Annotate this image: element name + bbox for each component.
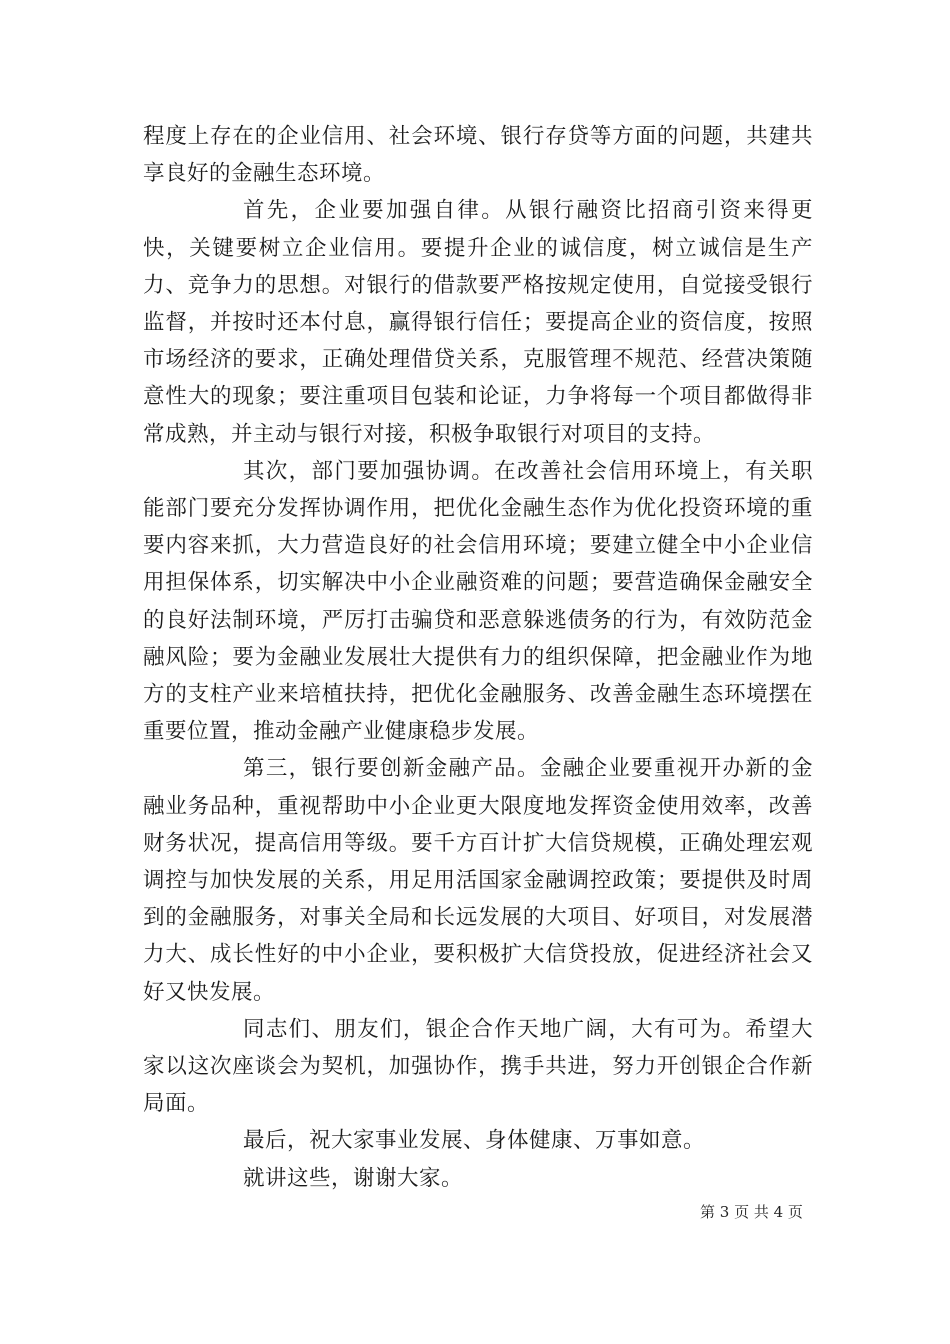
paragraph-wishes: 最后，祝大家事业发展、身体健康、万事如意。 (243, 1128, 706, 1154)
document-body (143, 118, 813, 1197)
paragraph-thanks: 就讲这些，谢谢大家。 (243, 1165, 464, 1191)
page-number-footer: 第 3 页 共 4 页 (700, 1203, 803, 1221)
paragraph-first-point: 首先，企业要加强自律。从银行融资比招商引资来得更快，关键要树立企业信用。要提升企业的诚信度，树立诚信是生产力、竞争力的思想。对银行的借款要严格按规定使用，自觉接受银行监督，并按时还本付息，赢得银行信任；要提高企业的资信度，按照市场经济的要求，正确处理借贷关系，克服管理不规范、经营决策随意性大的现象；要注重项目包装和论证，力争将每一个项目都做得非常成熟，并主动与银行对接，积极争取银行对项目的支持。 (143, 198, 813, 447)
paragraph-third-point: 第三，银行要创新金融产品。金融企业要重视开办新的金融业务品种，重视帮助中小企业更大限度地发挥资金使用效率，改善财务状况，提高信用等级。要千方百计扩大信贷规模，正确处理宏观调控与加快发展的关系，用足用活国家金融调控政策；要提供及时周到的金融服务，对事关全局和长远发展的大项目、好项目，对发展潜力大、成长性好的中小企业，要积极扩大信贷投放，促进经济社会又好又快发展。 (143, 756, 813, 1005)
paragraph-continuation: 程度上存在的企业信用、社会环境、银行存贷等方面的问题，共建共享良好的金融生态环境。 (143, 124, 813, 187)
paragraph-closing-appeal: 同志们、朋友们，银企合作天地广阔，大有可为。希望大家以这次座谈会为契机，加强协作，携手共进，努力开创银企合作新局面。 (143, 1016, 813, 1117)
paragraph-second-point: 其次，部门要加强协调。在改善社会信用环境上，有关职能部门要充分发挥协调作用，把优化金融生态作为优化投资环境的重要内容来抓，大力营造良好的社会信用环境；要建立健全中小企业信用担保体系，切实解决中小企业融资难的问题；要营造确保金融安全的良好法制环境，严厉打击骗贷和恶意躲逃债务的行为，有效防范金融风险；要为金融业发展壮大提供有力的组织保障，把金融业作为地方的支柱产业来培植扶持，把优化金融服务、改善金融生态环境摆在重要位置，推动金融产业健康稳步发展。 (143, 458, 813, 745)
